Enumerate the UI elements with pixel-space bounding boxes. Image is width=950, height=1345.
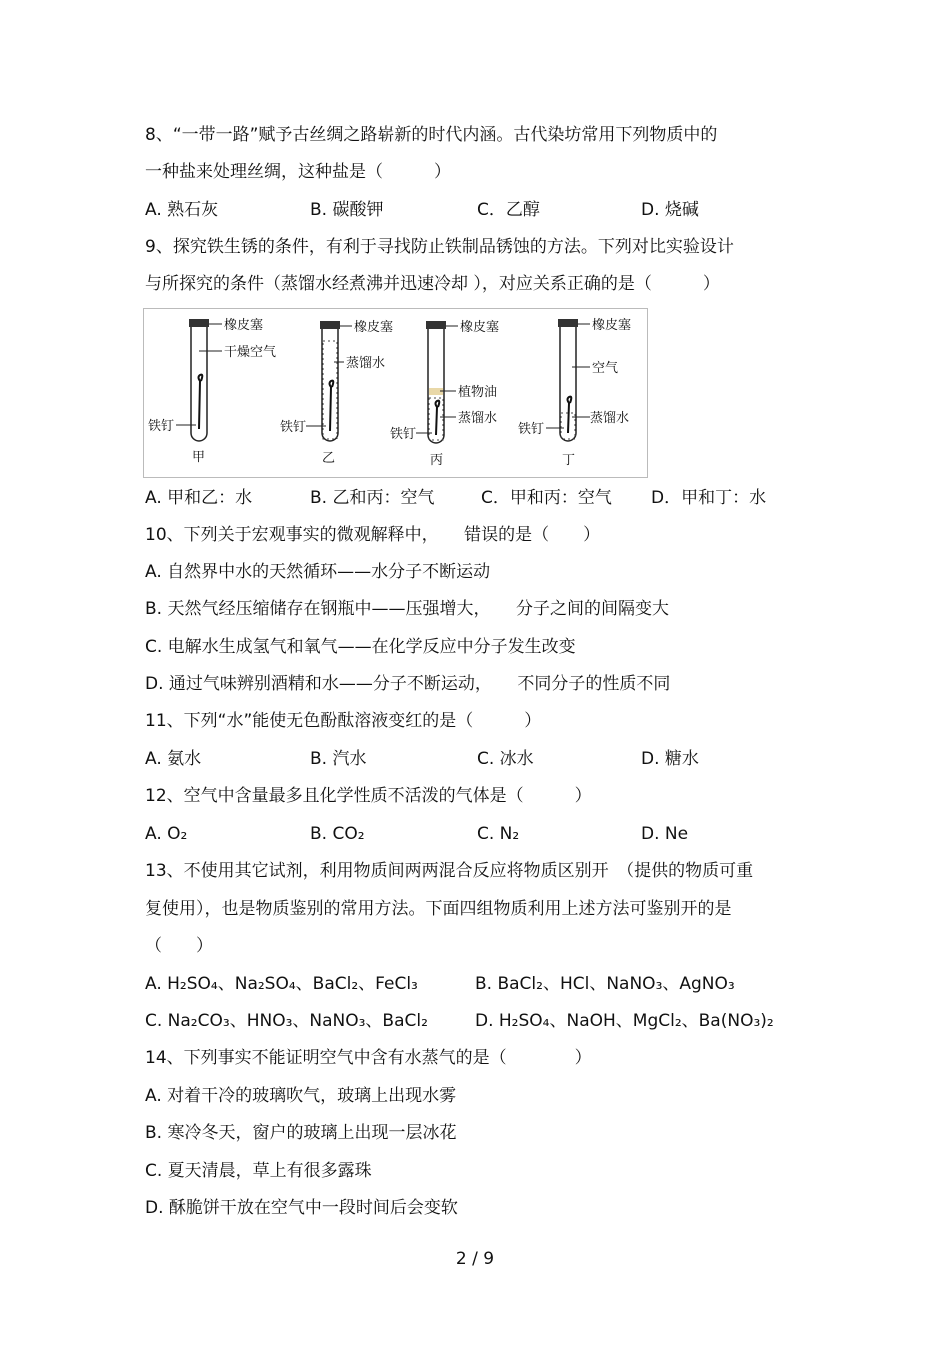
q13-stem-line1: 13、不使用其它试剂，利用物质间两两混合反应将物质区别开 （提供的物质可重 bbox=[145, 861, 754, 881]
q8-option-c: C．乙醇 bbox=[477, 200, 540, 220]
tube-jia-content-label: 干燥空气 bbox=[224, 345, 277, 360]
tube-yi bbox=[280, 319, 393, 466]
tube-bing-nail-label: 铁钉 bbox=[390, 427, 417, 442]
tube-bing-oil-label: 植物油 bbox=[458, 385, 498, 400]
q10-option-a: A. 自然界中水的天然循环——水分子不断运动 bbox=[145, 562, 491, 582]
q9-stem-line2: 与所探究的条件（蒸馏水经煮沸并迅速冷却 ），对应关系正确的是（ ） bbox=[145, 274, 720, 294]
q11-option-c: C. 冰水 bbox=[477, 749, 534, 769]
q10-stem: 10、下列关于宏观事实的微观解释中， 错误的是（ ） bbox=[145, 525, 601, 545]
q11-option-d: D. 糖水 bbox=[641, 749, 699, 769]
q9-option-b: B. 乙和丙：空气 bbox=[310, 488, 435, 508]
q13-stem-line3: （ ） bbox=[145, 936, 213, 956]
q9-option-d: D．甲和丁：水 bbox=[651, 488, 767, 508]
q12-option-c: C. N₂ bbox=[477, 824, 520, 844]
q12-option-a: A. O₂ bbox=[145, 824, 188, 844]
q12-option-d: D. Ne bbox=[641, 824, 689, 844]
q11-option-a: A. 氨水 bbox=[145, 749, 202, 769]
q11-stem: 11、下列“水”能使无色酚酞溶液变红的是（ ） bbox=[145, 711, 542, 731]
tube-jia-nail-label: 铁钉 bbox=[148, 419, 175, 434]
q14-option-c: C. 夏天清晨，草上有很多露珠 bbox=[145, 1161, 372, 1181]
tube-yi-nail-label: 铁钉 bbox=[280, 420, 307, 435]
q10-option-c: C. 电解水生成氢气和氧气——在化学反应中分子发生改变 bbox=[145, 637, 576, 657]
tube-ding-content-label: 蒸馏水 bbox=[590, 411, 630, 426]
tube-jia bbox=[148, 317, 276, 465]
tube-jia-stopper-label: 橡皮塞 bbox=[224, 318, 264, 333]
tube-ding-nail-label: 铁钉 bbox=[518, 422, 545, 437]
q9-option-c: C．甲和丙：空气 bbox=[481, 488, 612, 508]
q12-stem: 12、空气中含量最多且化学性质不活泼的气体是（ ） bbox=[145, 786, 592, 806]
q8-option-b: B. 碳酸钾 bbox=[310, 200, 384, 220]
q10-option-b: B. 天然气经压缩储存在钢瓶中——压强增大， 分子之间的间隔变大 bbox=[145, 599, 669, 619]
q14-option-a: A. 对着干冷的玻璃吹气，玻璃上出现水雾 bbox=[145, 1086, 457, 1106]
q13-option-d: D. H₂SO₄、NaOH、MgCl₂、Ba(NO₃)₂ bbox=[475, 1011, 774, 1031]
q13-option-c: C. Na₂CO₃、HNO₃、NaNO₃、BaCl₂ bbox=[145, 1011, 428, 1031]
q9-stem-line1: 9、探究铁生锈的条件，有利于寻找防止铁制品锈蚀的方法。下列对比实验设计 bbox=[145, 237, 734, 257]
q10-option-d: D. 通过气味辨别酒精和水——分子不断运动， 不同分子的性质不同 bbox=[145, 674, 671, 694]
q8-option-d: D. 烧碱 bbox=[641, 200, 699, 220]
q12-option-b: B. CO₂ bbox=[310, 824, 365, 844]
tube-jia-name: 甲 bbox=[192, 450, 206, 465]
tube-ding-stopper-label: 橡皮塞 bbox=[592, 318, 632, 333]
tube-ding-air-label: 空气 bbox=[592, 361, 619, 376]
q13-option-a: A. H₂SO₄、Na₂SO₄、BaCl₂、FeCl₃ bbox=[145, 974, 418, 994]
q14-option-d: D. 酥脆饼干放在空气中一段时间后会变软 bbox=[145, 1198, 458, 1218]
q9-experiment-figure bbox=[143, 308, 648, 478]
tube-bing-content-label: 蒸馏水 bbox=[458, 411, 498, 426]
q9-option-a: A. 甲和乙：水 bbox=[145, 488, 253, 508]
tube-yi-content-label: 蒸馏水 bbox=[346, 356, 386, 371]
q8-option-a: A. 熟石灰 bbox=[145, 200, 219, 220]
page-number: 2 / 9 bbox=[455, 1249, 495, 1269]
tube-yi-stopper-label: 橡皮塞 bbox=[354, 320, 394, 335]
tube-ding bbox=[518, 317, 631, 468]
q14-option-b: B. 寒冷冬天，窗户的玻璃上出现一层冰花 bbox=[145, 1123, 457, 1143]
tube-bing-stopper-label: 橡皮塞 bbox=[460, 320, 500, 335]
tube-ding-name: 丁 bbox=[562, 453, 576, 468]
tube-bing bbox=[390, 319, 499, 468]
q13-option-b: B. BaCl₂、HCl、NaNO₃、AgNO₃ bbox=[475, 974, 735, 994]
q8-stem-line1: 8、“一带一路”赋予古丝绸之路崭新的时代内涵。古代染坊常用下列物质中的 bbox=[145, 125, 718, 145]
tube-bing-name: 丙 bbox=[430, 453, 444, 468]
q14-stem: 14、下列事实不能证明空气中含有水蒸气的是（ ） bbox=[145, 1048, 592, 1068]
tube-yi-name: 乙 bbox=[322, 451, 336, 466]
q11-option-b: B. 汽水 bbox=[310, 749, 367, 769]
q13-stem-line2: 复使用），也是物质鉴别的常用方法。下面四组物质利用上述方法可鉴别开的是 bbox=[145, 899, 732, 919]
q8-stem-line2: 一种盐来处理丝绸，这种盐是（ ） bbox=[145, 162, 451, 182]
